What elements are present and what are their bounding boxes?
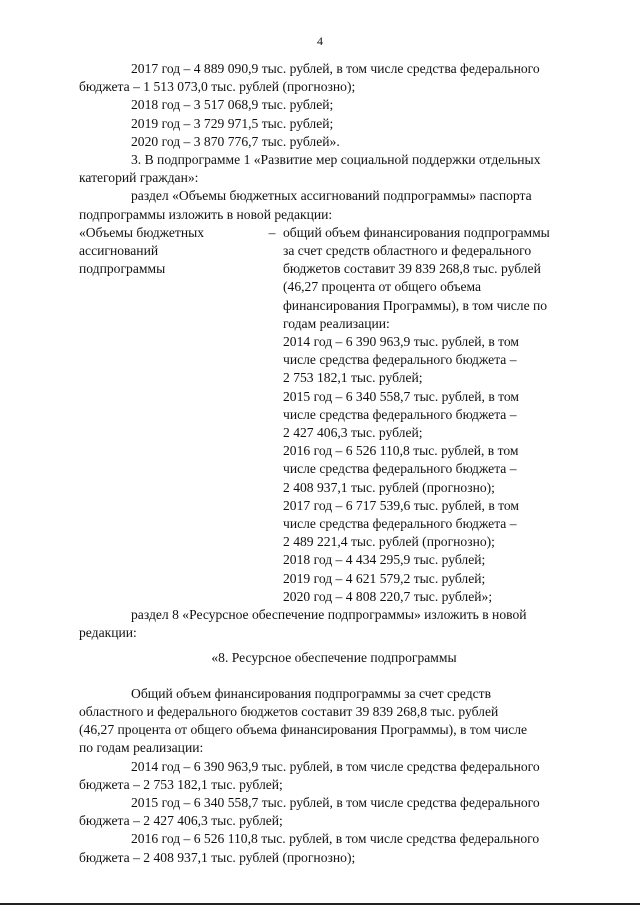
document-body: [79, 60, 589, 867]
passport-value-line: 2018 год – 4 434 295,9 тыс. рублей;: [283, 552, 486, 568]
paragraph-line: бюджета – 2 408 937,1 тыс. рублей (прогнозно);: [79, 849, 356, 865]
passport-value-line: 2 427 406,3 тыс. рублей;: [283, 425, 423, 441]
passport-value-line: 2 753 182,1 тыс. рублей;: [283, 370, 423, 386]
paragraph-line: бюджета – 2 753 182,1 тыс. рублей;: [79, 776, 283, 792]
item3-line1: 3. В подпрограмме 1 «Развитие мер социальной поддержки отдельных: [131, 152, 541, 168]
passport-value-line: за счет средств областного и федерального: [283, 243, 532, 259]
section8-intro-line2: редакции:: [79, 625, 137, 641]
paragraph-line: 2017 год – 4 889 090,9 тыс. рублей, в том числе средства федерального: [131, 61, 540, 76]
paragraph-line: бюджета – 2 427 406,3 тыс. рублей;: [79, 813, 283, 829]
passport-table: [79, 224, 589, 606]
passport-value-line: числе средства федерального бюджета –: [283, 352, 517, 368]
passport-value-line: бюджетов составит 39 839 268,8 тыс. рублей: [283, 261, 541, 277]
passport-value-line: 2 489 221,4 тыс. рублей (прогнозно);: [283, 534, 495, 550]
paragraph-line: 2020 год – 3 870 776,7 тыс. рублей».: [131, 133, 340, 149]
paragraph-line: 2014 год – 6 390 963,9 тыс. рублей, в том числе средства федерального: [131, 758, 540, 774]
passport-left-column: [79, 224, 261, 606]
bottom-lines: [79, 685, 589, 867]
paragraph-line: 2015 год – 6 340 558,7 тыс. рублей, в том числе средства федерального: [131, 794, 540, 810]
section8-heading: «8. Ресурсное обеспечение подпрограммы: [211, 649, 457, 665]
paragraph-line: Общий объем финансирования подпрограммы за счет средств: [131, 685, 492, 701]
paragraph-line: 2018 год – 3 517 068,9 тыс. рублей;: [131, 97, 334, 113]
paragraph-line: бюджета – 1 513 073,0 тыс. рублей (прогнозно);: [79, 79, 356, 95]
passport-value-line: общий объем финансирования подпрограммы: [283, 224, 550, 240]
passport-value-line: годам реализации:: [283, 315, 390, 331]
paragraph-line: по годам реализации:: [79, 740, 204, 756]
item3-line2: категорий граждан»:: [79, 170, 199, 186]
passport-value-line: 2014 год – 6 390 963,9 тыс. рублей, в том: [283, 334, 520, 350]
passport-label-line: подпрограммы: [79, 261, 166, 277]
passport-value-line: (46,27 процента от общего объема: [283, 279, 482, 295]
passport-dash: –: [268, 224, 276, 240]
passport-value-line: 2020 год – 4 808 220,7 тыс. рублей»;: [283, 588, 493, 604]
passport-value-line: 2015 год – 6 340 558,7 тыс. рублей, в том: [283, 388, 520, 404]
passport-value-line: 2019 год – 4 621 579,2 тыс. рублей;: [283, 570, 486, 586]
passport-value-line: финансирования Программы), в том числе по: [283, 297, 548, 313]
spacer: [79, 673, 589, 685]
item3-section-line2: подпрограммы изложить в новой редакции:: [79, 206, 333, 222]
passport-label-line: ассигнований: [79, 243, 159, 259]
paragraph-line: (46,27 процента от общего объема финансирования Программы), в том числе: [79, 722, 528, 738]
passport-value-line: числе средства федерального бюджета –: [283, 461, 517, 477]
passport-right-column: [283, 224, 589, 606]
page-number: 4: [317, 34, 323, 48]
passport-value-line: числе средства федерального бюджета –: [283, 516, 517, 532]
paragraph-line: областного и федерального бюджетов составит 39 839 268,8 тыс. рублей: [79, 703, 499, 719]
passport-value-line: 2017 год – 6 717 539,6 тыс. рублей, в том: [283, 497, 520, 513]
passport-value-line: числе средства федерального бюджета –: [283, 406, 517, 422]
item3-section-line1: раздел «Объемы бюджетных ассигнований подпрограммы» паспорта: [131, 188, 532, 204]
paragraph-line: 2019 год – 3 729 971,5 тыс. рублей;: [131, 115, 334, 131]
passport-label-line: «Объемы бюджетных: [79, 224, 205, 240]
passport-value-line: 2016 год – 6 526 110,8 тыс. рублей, в том: [283, 443, 519, 459]
section8-intro-line1: раздел 8 «Ресурсное обеспечение подпрограммы» изложить в новой: [131, 607, 527, 623]
paragraph-line: 2016 год – 6 526 110,8 тыс. рублей, в том числе средства федерального: [131, 831, 540, 847]
top-lines: [79, 60, 589, 151]
passport-value-line: 2 408 937,1 тыс. рублей (прогнозно);: [283, 479, 495, 495]
